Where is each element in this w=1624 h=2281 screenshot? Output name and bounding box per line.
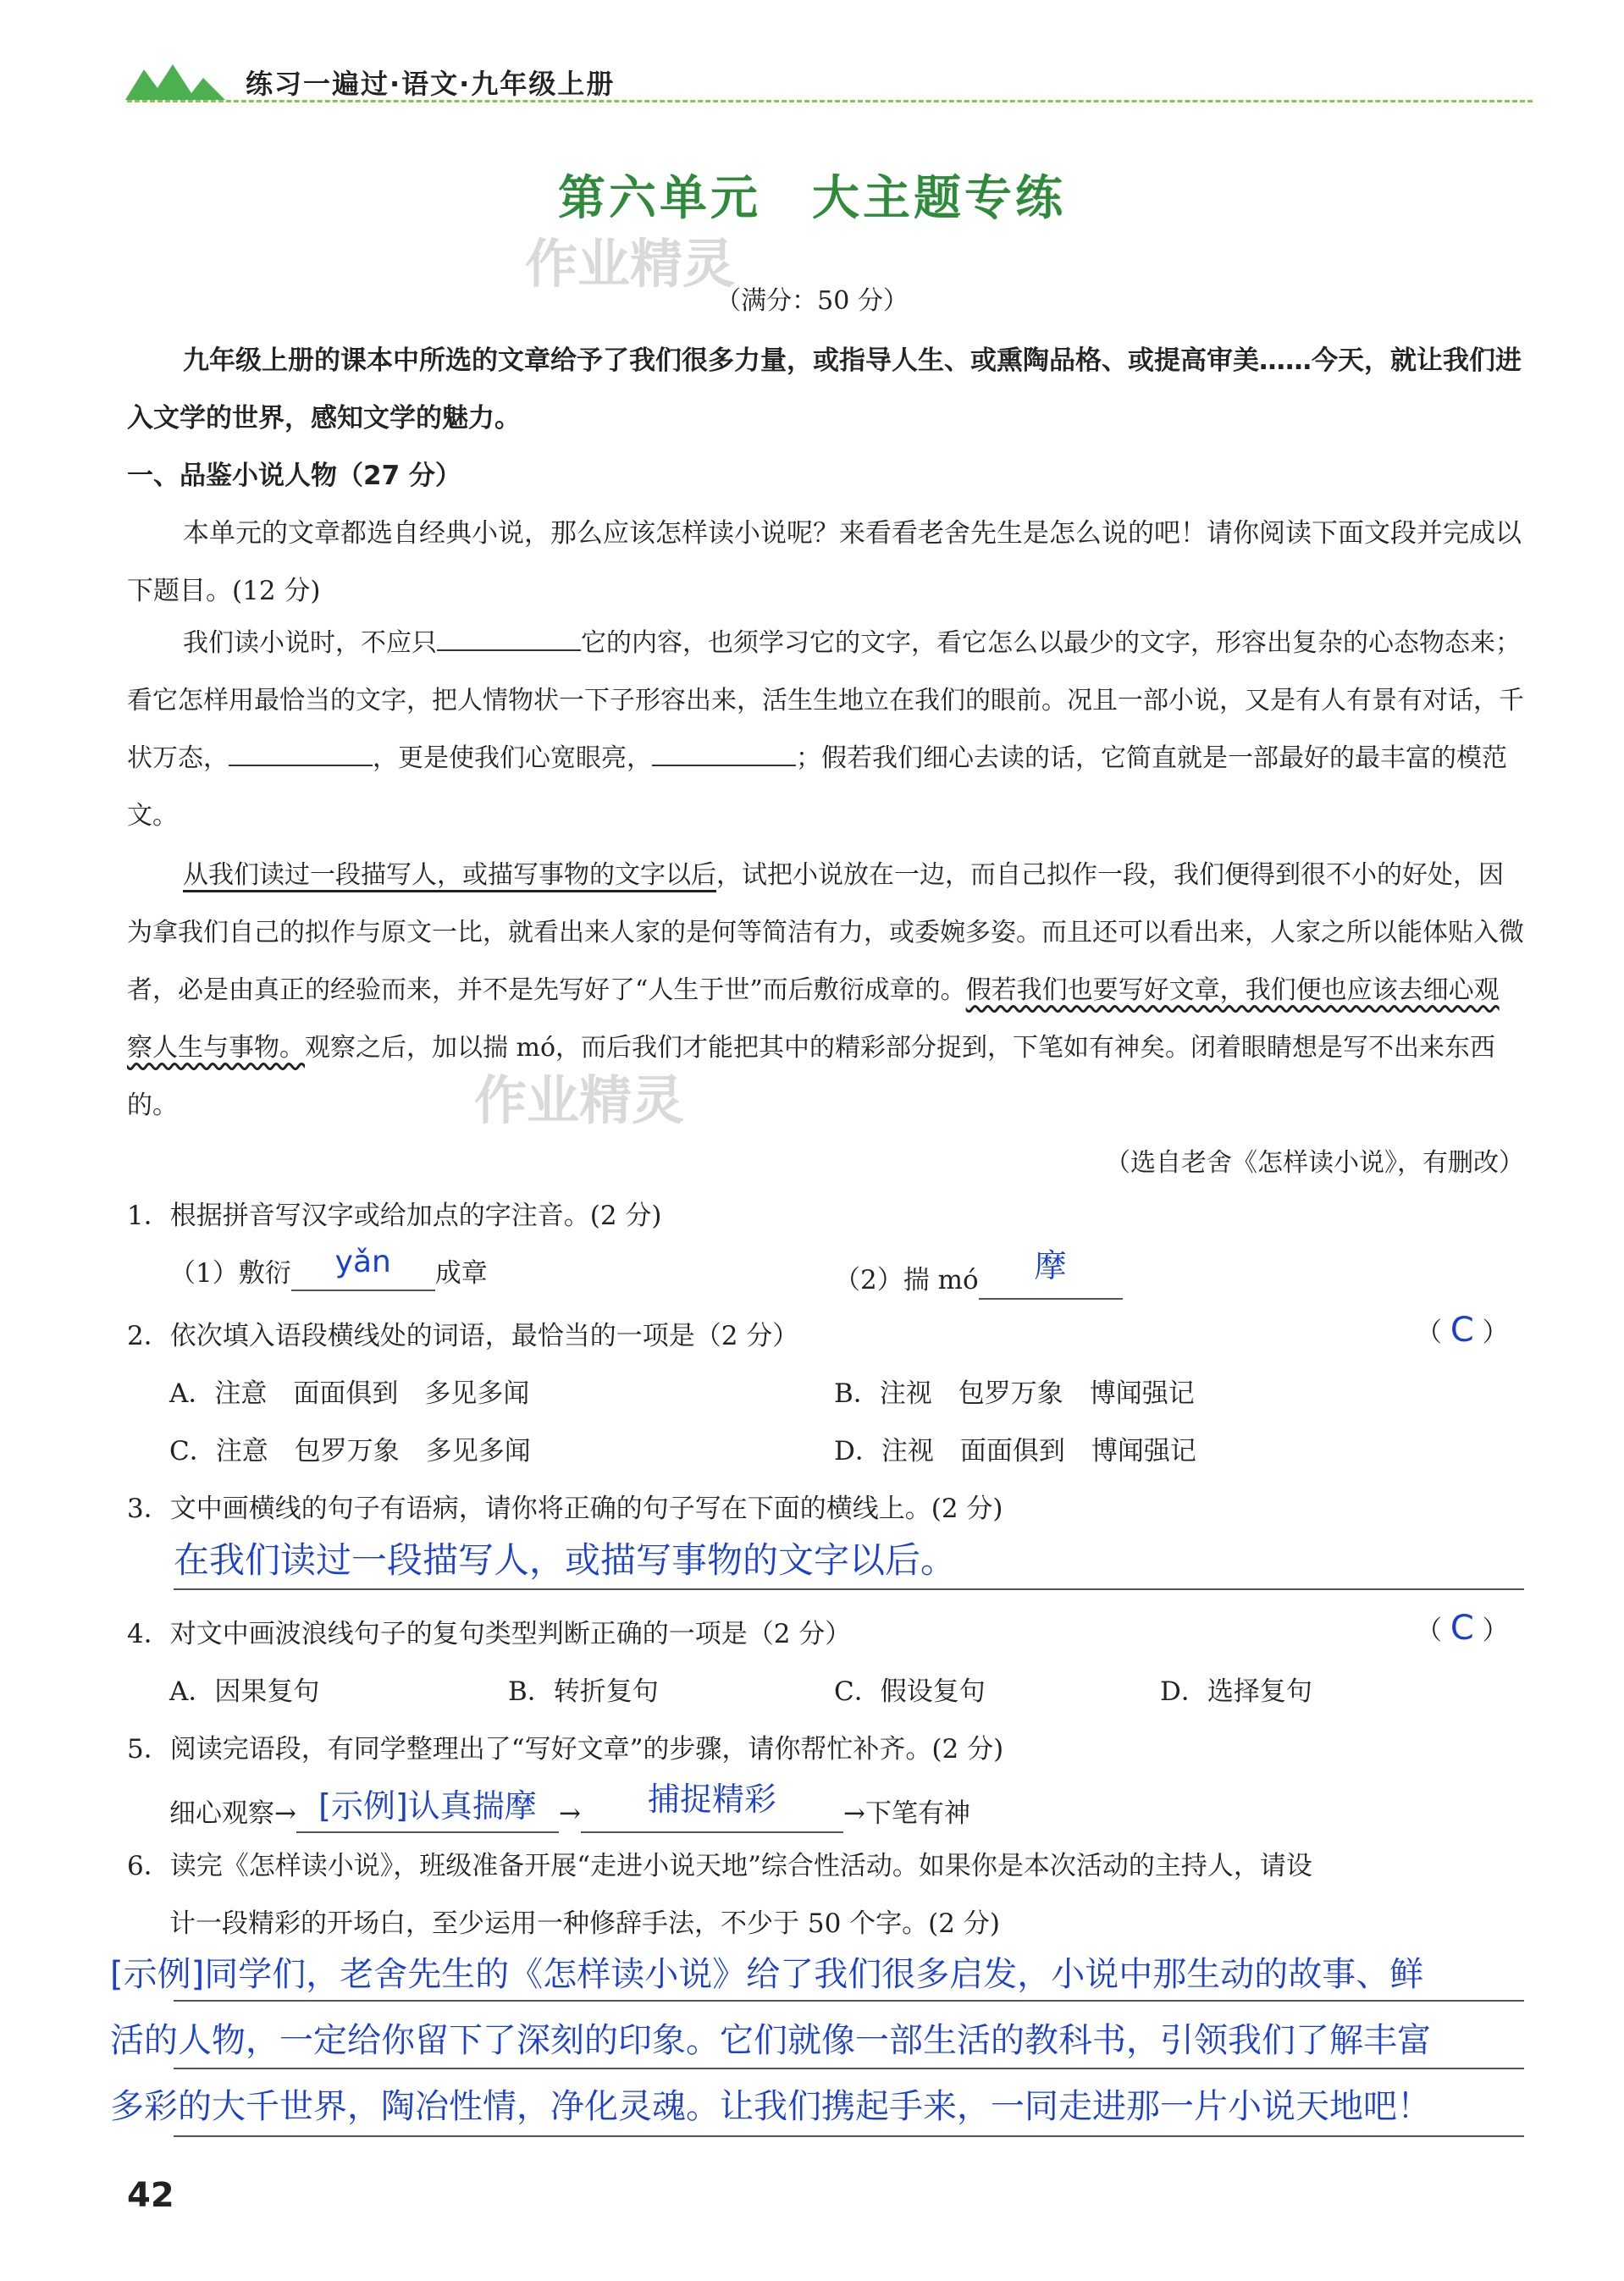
blank-3 bbox=[652, 736, 796, 766]
q2-option-c: C．注意 包罗万象 多见多闻 bbox=[169, 1436, 531, 1466]
full-score: （满分：50 分） bbox=[715, 286, 909, 316]
section-lead: 本单元的文章都选自经典小说，那么应该怎样读小说呢？来看看老舍先生是怎么说的吧！请你阅读下面文段并完成以下题目。(12 分) bbox=[127, 518, 1522, 606]
passage-paragraph-2: 从我们读过一段描写人，或描写事物的文字以后，试把小说放在一边，而自己拟作一段，我们便得到很不小的好处，因为拿我们自己的拟作与原文一比，就看出来人家的是何等简洁有力，或委婉多姿。而且还可以看出来，人家之所以能体贴入微者，必是由真正的经验而来，并不是先写好了“人生于世”而后敷衍成章的。假若我们也要写好文章，我们便也应该去细心观察人生与事物。观察之后，加以揣 mó，而后我们才能把其中的精彩部分捉到，下笔如有神矣。闭着眼睛想是写不出来东西的。 bbox=[127, 860, 1524, 1120]
page-number: 42 bbox=[127, 2176, 174, 2215]
q4-answer: C bbox=[1450, 1609, 1474, 1648]
underlined-sentence: 从我们读过一段描写人，或描写事物的文字以后 bbox=[183, 860, 716, 890]
q1-item2: （2）揣 mó 摩 bbox=[834, 1251, 1123, 1300]
blank-2 bbox=[229, 736, 373, 766]
q6-answer-line-1: [示例]同学们，老舍先生的《怎样读小说》给了我们很多启发，小说中那生动的故事、鲜 bbox=[110, 1955, 1424, 1994]
book-title: 练习一遍过·语文·九年级上册 bbox=[246, 68, 616, 100]
q4-option-b: B．转折复句 bbox=[508, 1676, 659, 1707]
q6-answer-line-3: 多彩的大千世界，陶冶性情，净化灵魂。让我们携起手来，一同走进那一片小说天地吧！ bbox=[110, 2087, 1431, 2126]
wavy-sentence: 假若我们也要写好文章，我们便也应该去细心观察人生与事物。 bbox=[127, 975, 1500, 1063]
q5-blank-2 bbox=[581, 1781, 843, 1833]
q4-option-d: D．选择复句 bbox=[1160, 1676, 1312, 1707]
q4-option-c: C．假设复句 bbox=[834, 1676, 986, 1707]
section-heading: 一、品鉴小说人物（27 分） bbox=[127, 461, 461, 491]
q6-stem-line-1: 6．读完《怎样读小说》，班级准备开展“走进小说天地”综合性活动。如果你是本次活动的主持人，请设 bbox=[127, 1851, 1312, 1881]
passage-paragraph-1: 我们读小说时，不应只 它的内容，也须学习它的文字，看它怎么以最少的文字，形容出复杂的心态物态来；看它怎样用最恰当的文字，把人情物状一下子形容出来，活生生地立在我们的眼前。况且一部小说，又是有人有景有对话，千状万态， ，更是使我们心宽眼亮， ；假若我们细心去读的话，它简直就是一部最好的最丰富的模范文。 bbox=[127, 615, 1524, 845]
q6-rule-3 bbox=[174, 2135, 1524, 2137]
q3-stem: 3．文中画横线的句子有语病，请你将正确的句子写在下面的横线上。(2 分) bbox=[127, 1494, 1003, 1524]
q2-option-d: D．注视 面面俱到 博闻强记 bbox=[834, 1436, 1196, 1466]
q2-answer-bracket: （ C ） bbox=[1416, 1311, 1509, 1350]
q6-rule-2 bbox=[174, 2068, 1524, 2069]
q1-item2-answer-line bbox=[979, 1247, 1123, 1300]
q4-option-a: A．因果复句 bbox=[169, 1676, 320, 1707]
q1-item2-answer: 摩 bbox=[1034, 1247, 1067, 1284]
q4-answer-bracket: （ C ） bbox=[1416, 1609, 1509, 1648]
blank-1 bbox=[437, 621, 581, 651]
q5-stem: 5．阅读完语段，有同学整理出了“写好文章”的步骤，请你帮忙补齐。(2 分) bbox=[127, 1734, 1004, 1765]
q1-item1: （1）敷衍 yǎn 成章 bbox=[169, 1251, 488, 1291]
q2-option-b: B．注视 包罗万象 博闻强记 bbox=[834, 1378, 1195, 1409]
q1-item1-answer: yǎn bbox=[334, 1245, 391, 1279]
header-divider bbox=[127, 100, 1533, 102]
q2-answer: C bbox=[1450, 1311, 1474, 1350]
intro-text: 九年级上册的课本中所选的文章给予了我们很多力量，或指导人生、或熏陶品格、或提高审美……今天，就让我们进入文学的世界，感知文学的魅力。 bbox=[127, 345, 1522, 434]
watermark: 作业精灵 bbox=[525, 233, 736, 295]
q5-steps: 细心观察→ [示例]认真揣摩 → 捕捉精彩 →下笔有神 bbox=[169, 1785, 970, 1833]
q5-blank-1 bbox=[296, 1785, 559, 1833]
q4-stem: 4．对文中画波浪线句子的复句类型判断正确的一项是（2 分） bbox=[127, 1619, 852, 1649]
watermark-2: 作业精灵 bbox=[474, 1069, 685, 1131]
mountain-logo-icon bbox=[125, 59, 227, 102]
q2-option-a: A．注意 面面俱到 多见多闻 bbox=[169, 1378, 530, 1409]
q6-stem-line-2: 计一段精彩的开场白，至少运用一种修辞手法，不少于 50 个字。(2 分) bbox=[169, 1908, 1000, 1939]
q6-answer-line-2: 活的人物，一定给你留下了深刻的印象。它们就像一部生活的教科书，引领我们了解丰富 bbox=[110, 2021, 1431, 2060]
q3-answer: 在我们读过一段描写人，或描写事物的文字以后。 bbox=[174, 1539, 957, 1581]
page-title: 第六单元 大主题专练 bbox=[558, 170, 1066, 226]
q1-stem: 1．根据拼音写汉字或给加点的字注音。(2 分) bbox=[127, 1201, 662, 1231]
q5-answer-1: [示例]认真揣摩 bbox=[318, 1787, 537, 1825]
q1-item1-answer-line bbox=[291, 1245, 435, 1291]
q2-stem: 2．依次填入语段横线处的词语，最恰当的一项是（2 分） bbox=[127, 1321, 799, 1351]
q5-answer-2: 捕捉精彩 bbox=[647, 1781, 776, 1818]
q6-rule-1 bbox=[174, 2000, 1524, 2002]
q3-answer-line bbox=[174, 1588, 1524, 1590]
passage-source: （选自老舍《怎样读小说》，有删改） bbox=[1105, 1148, 1524, 1178]
